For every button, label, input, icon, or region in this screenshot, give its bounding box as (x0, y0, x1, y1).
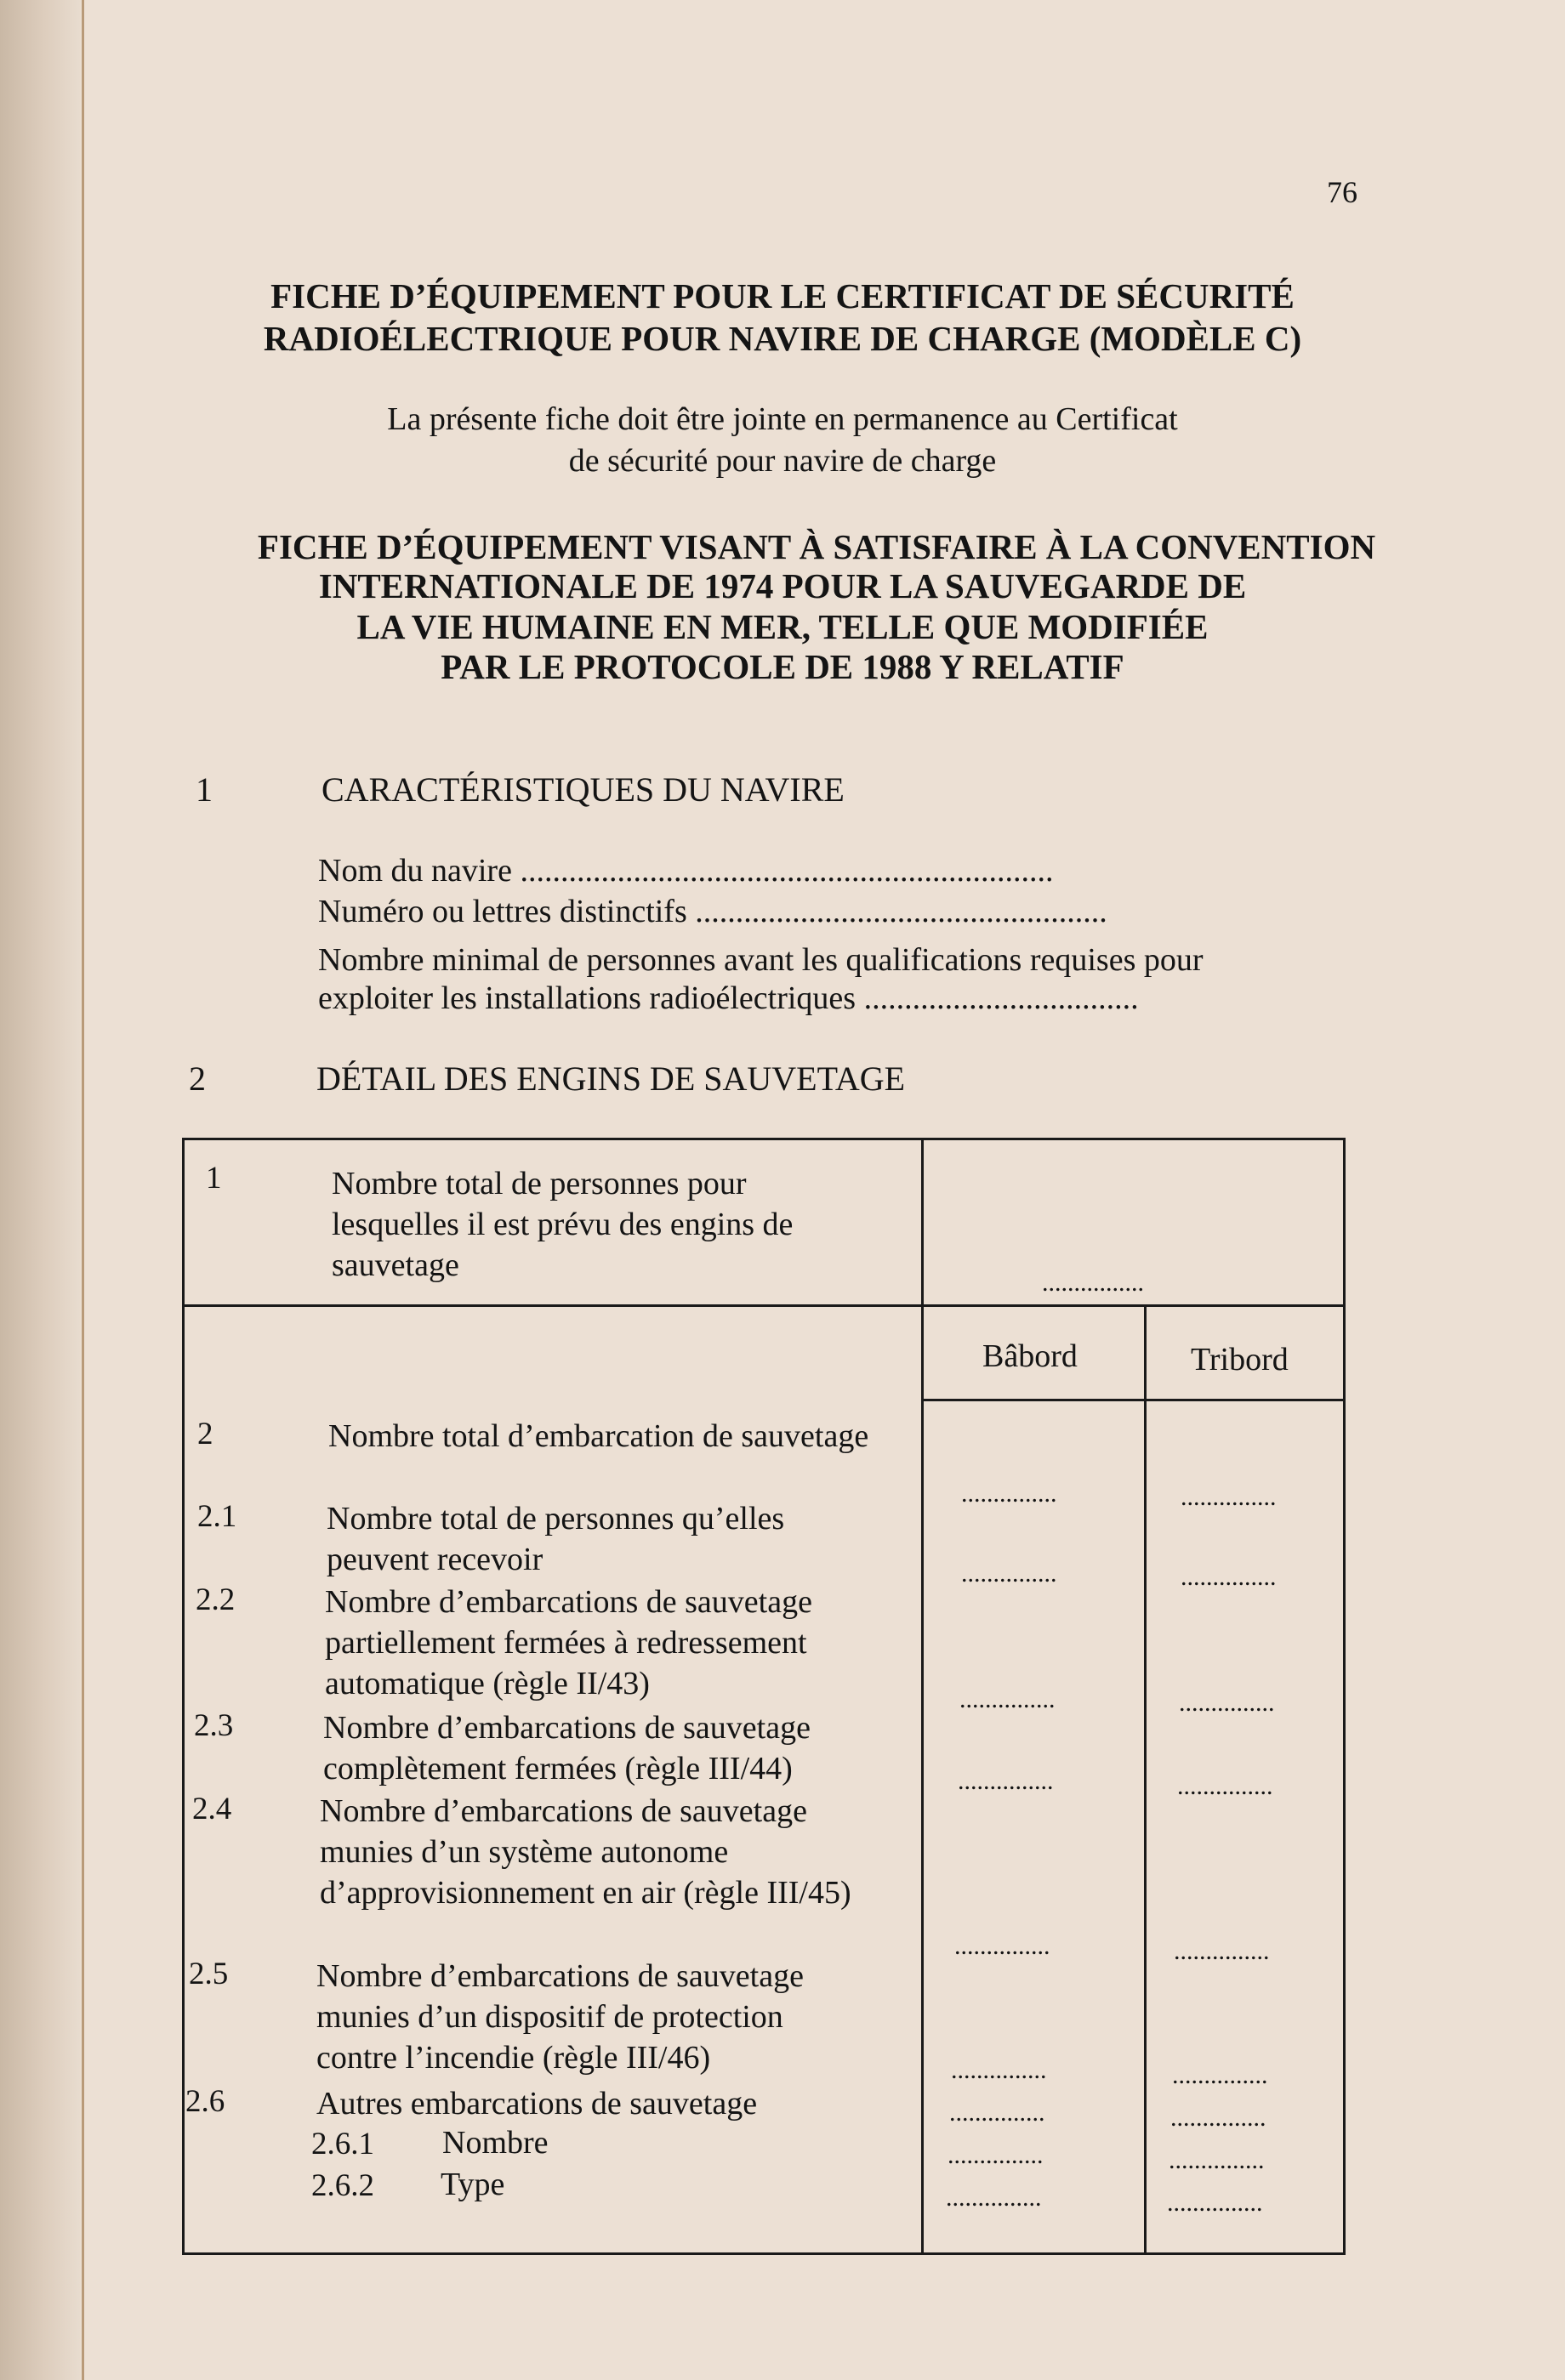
section-1-number: 1 (196, 770, 213, 809)
item-2-5-label: Nombre d’embarcations de sauvetage munies d’un dispositif de protection contre l’incendie (règle III/46) (316, 1958, 804, 2076)
column-header-starboard: Tribord (1191, 1342, 1289, 1377)
subtitle-line-2: INTERNATIONALE DE 1974 POUR LA SAUVEGARDE DE (318, 566, 1247, 605)
item-2-5-number: 2.5 (189, 1957, 229, 1991)
subitem-2-6-2-starboard-value: ............... (1167, 2189, 1263, 2217)
item-2-5-port-value: ............... (951, 2056, 1047, 2084)
subitem-2-6-2-label: Type (441, 2167, 505, 2202)
item-2-1-port-value: ............... (961, 1559, 1057, 1588)
row-1-value: ................ (1042, 1269, 1144, 1297)
table-divider-header (921, 1399, 1343, 1401)
subtitle-line-3: LA VIE HUMAINE EN MER, TELLE QUE MODIFIÉE (356, 607, 1209, 646)
subitem-2-6-2-number: 2.6.2 (311, 2168, 374, 2203)
item-2-6-number: 2.6 (185, 2084, 225, 2119)
title-line-1: FICHE D’ÉQUIPEMENT POUR LE CERTIFICAT DE SÉCURITÉ (270, 276, 1295, 315)
subitem-2-6-1-label: Nombre (442, 2125, 549, 2161)
item-2-3-port-value: ............... (958, 1767, 1054, 1795)
item-2-6-label: Autres embarcations de sauvetage (316, 2086, 758, 2122)
item-2-2-port-value: ............... (959, 1685, 1056, 1713)
item-2-3-number: 2.3 (194, 1708, 234, 1743)
item-2-1-number: 2.1 (197, 1499, 237, 1534)
item-2-4-label: Nombre d’embarcations de sauvetage munies d’un système autonome d’approvisionnement en air (règle III/45) (320, 1793, 851, 1911)
item-2-2-label: Nombre d’embarcations de sauvetage partiellement fermées à redressement automatique (règle II/43) (325, 1584, 812, 1701)
section-2-number: 2 (189, 1059, 206, 1098)
column-header-port: Bâbord (982, 1338, 1078, 1374)
page-number: 76 (1327, 175, 1357, 209)
intro-line-1: La présente fiche doit être jointe en permanence au Certificat (387, 401, 1178, 437)
item-2-6-port-value: ............... (949, 2099, 1045, 2127)
item-2-4-number: 2.4 (192, 1792, 232, 1826)
item-2-1-starboard-value: ............... (1181, 1563, 1277, 1591)
row-1-label: Nombre total de personnes pour lesquelles il est prévu des engins de sauvetage (332, 1166, 794, 1283)
title-line-2: RADIOÉLECTRIQUE POUR NAVIRE DE CHARGE (MODÈLE C) (263, 319, 1302, 358)
row-1-number: 1 (206, 1161, 222, 1196)
item-2-3-label: Nombre d’embarcations de sauvetage complètement fermées (règle III/44) (323, 1710, 811, 1786)
item-2-3-starboard-value: ............... (1177, 1772, 1273, 1800)
item-2-1-label: Nombre total de personnes qu’elles peuvent recevoir (327, 1501, 785, 1577)
table-col-divider-1 (921, 1138, 924, 2252)
subitem-2-6-1-port-value: ............... (948, 2141, 1044, 2169)
field-min-persons: Nombre minimal de personnes avant les qualifications requises pour (318, 942, 1204, 978)
subtitle-line-4: PAR LE PROTOCOLE DE 1988 Y RELATIF (441, 647, 1124, 686)
item-2-4-starboard-value: ............... (1174, 1937, 1270, 1965)
item-2-2-starboard-value: ............... (1179, 1689, 1275, 1717)
field-ship-name: Nom du navire .................................................................. (318, 853, 1054, 889)
subitem-2-6-2-port-value: ............... (946, 2184, 1042, 2212)
item-2-port-value: ............... (961, 1480, 1057, 1508)
subitem-2-6-1-number: 2.6.1 (311, 2127, 374, 2161)
item-2-6-starboard-value: ............... (1170, 2104, 1266, 2132)
section-1-heading: CARACTÉRISTIQUES DU NAVIRE (322, 770, 845, 809)
item-2-label: Nombre total d’embarcation de sauvetage (328, 1418, 869, 1454)
subtitle-line-1: FICHE D’ÉQUIPEMENT VISANT À SATISFAIRE À LA CONVENTION (257, 527, 1376, 566)
intro-line-2: de sécurité pour navire de charge (568, 443, 997, 479)
item-2-starboard-value: ............... (1181, 1483, 1277, 1511)
table-col-divider-2 (1144, 1304, 1147, 2252)
section-2-heading: DÉTAIL DES ENGINS DE SAUVETAGE (316, 1059, 906, 1098)
item-2-4-port-value: ............... (954, 1932, 1050, 1960)
subitem-2-6-1-starboard-value: ............... (1169, 2146, 1265, 2174)
field-min-persons-cont: exploiter les installations radioélectriques .................................. (318, 980, 1139, 1016)
item-2-2-number: 2.2 (196, 1582, 236, 1617)
field-distinctive-number: Numéro ou lettres distinctifs ................................................... (318, 894, 1107, 929)
item-2-number: 2 (197, 1417, 213, 1451)
item-2-5-starboard-value: ............... (1172, 2061, 1268, 2089)
table-divider-1 (182, 1304, 1343, 1307)
